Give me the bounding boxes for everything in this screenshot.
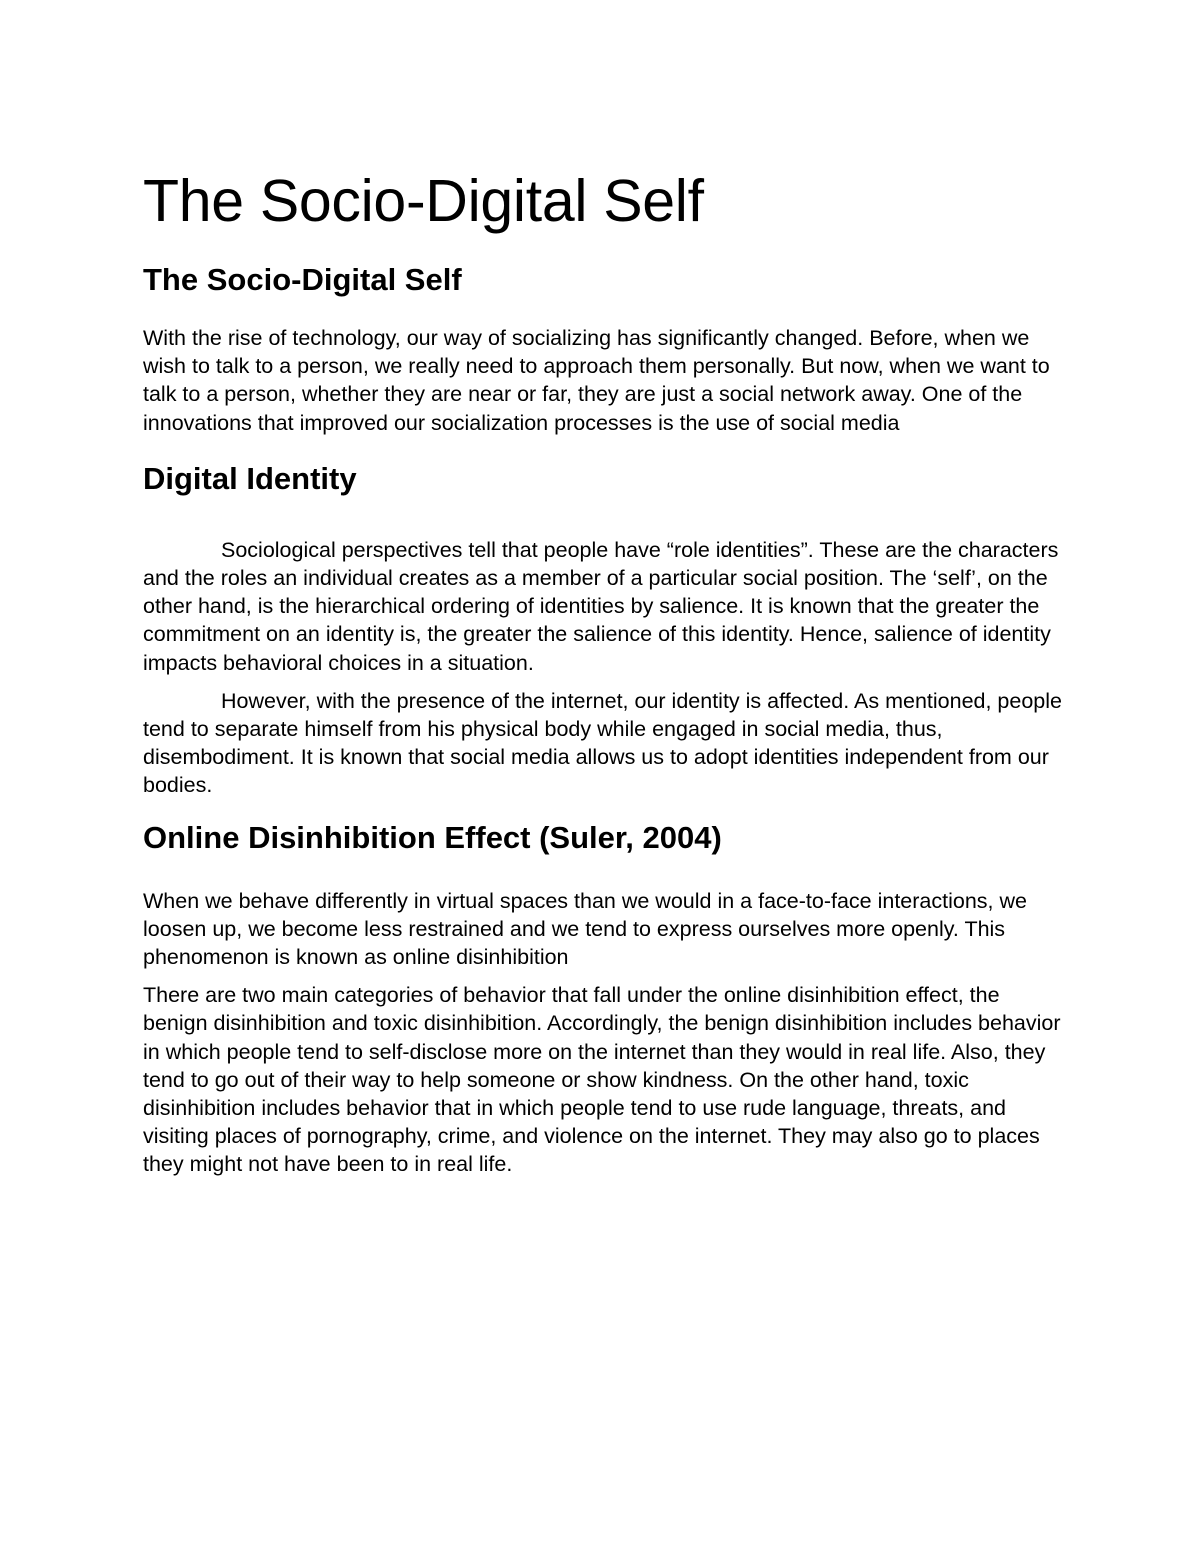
paragraph-disinhibition-categories: There are two main categories of behavior that fall under the online disinhibition effect, the benign disinhibition and toxic disinhibition. Accordingly, the benign disinhibition includes behavior in which people tend to self-disclose more on the internet than they would in real life. Also, they tend to go out of their way to help someone or show kindness. On the other hand, toxic disinhibition includes behavior that in which people tend to use rude language, threats, and visiting places of pornography, crime, and violence on the internet. They may also go to places they might not have been to in real life.: [143, 983, 1061, 1177]
paragraph-intro: With the rise of technology, our way of socializing has significantly changed. Before, when we wish to talk to a person, we really need to approach them personally. But now, when we want to talk to a person, whether they are near or far, they are just a social network away. One of the innovations that improved our socialization processes is the use of social media: [143, 326, 1050, 435]
paragraph-role-identities: Sociological perspectives tell that people have “role identities”. These are the characters and the roles an individual creates as a member of a particular social position. The ‘self’, on the other hand, is the hierarchical ordering of identities by salience. It is known that the greater the commitment on an identity is, the greater the salience of this identity. Hence, salience of identity impacts behavioral choices in a situation.: [143, 537, 1059, 675]
document-page: [143, 160, 1063, 1179]
paragraph-disinhibition-definition: When we behave differently in virtual spaces than we would in a face-to-face interactions, we loosen up, we become less restrained and we tend to express ourselves more openly. This phenomenon is known as online disinhibition: [143, 888, 1027, 970]
section-heading-digital-identity: Digital Identity: [143, 460, 357, 496]
section-heading-socio-digital-self: The Socio-Digital Self: [143, 262, 462, 297]
paragraph-disembodiment: However, with the presence of the internet, our identity is affected. As mentioned, people tend to separate himself from his physical body while engaged in social media, thus, disembodiment. It is known that social media allows us to adopt identities independent from our bodies.: [143, 688, 1062, 798]
document-title: The Socio-Digital Self: [143, 168, 704, 234]
section-heading-online-disinhibition: Online Disinhibition Effect (Suler, 2004): [143, 819, 722, 855]
